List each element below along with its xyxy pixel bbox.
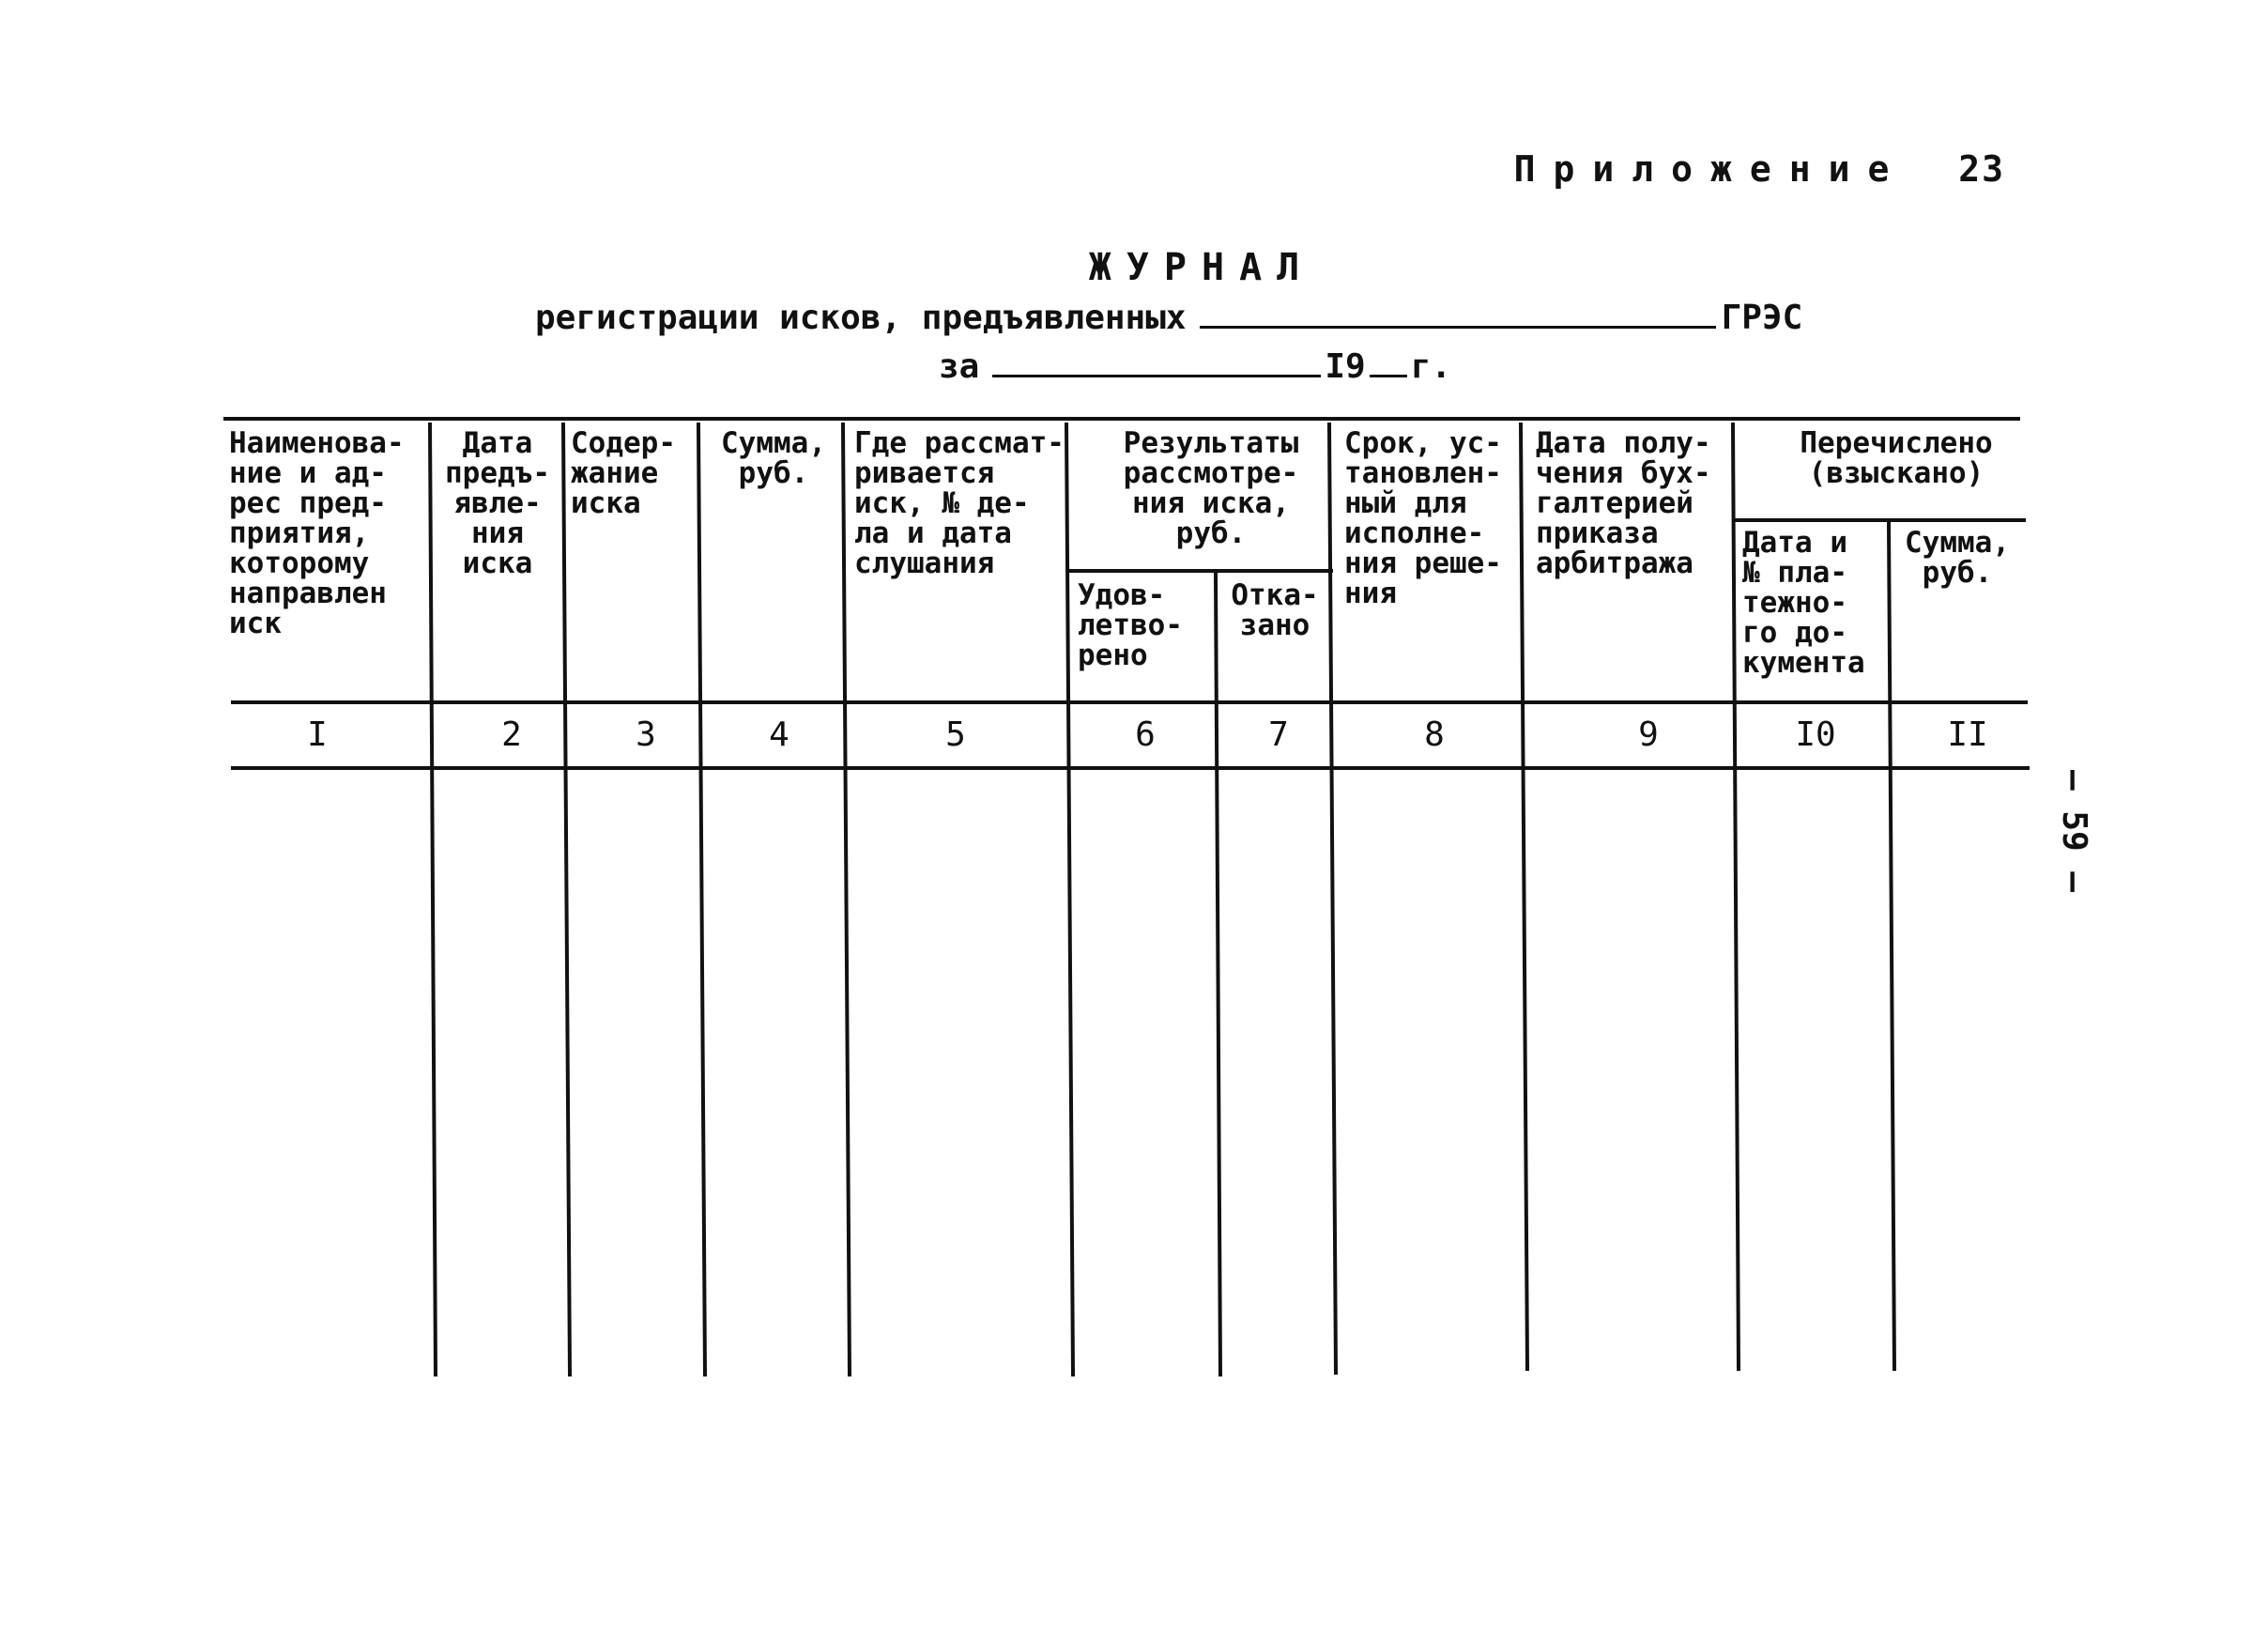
col-divider-6 — [1216, 575, 1220, 1375]
header-claim-date-line: явле- — [453, 486, 542, 520]
subtitle-suffix: ГРЭС — [1721, 299, 1803, 337]
header-results-group-line: Результаты — [1123, 426, 1299, 460]
header-results-group-line: руб. — [1175, 516, 1247, 550]
appendix-word: Приложение — [1513, 148, 1908, 190]
col-divider-3 — [698, 424, 705, 1375]
header-results-group-line: рассмотре- — [1123, 456, 1299, 490]
header-claim-content-line: Содер- — [571, 426, 676, 460]
header-claim-date-line: предъ- — [445, 456, 550, 490]
header-refused-line: зано — [1239, 608, 1310, 642]
header-name-address-line: которому — [229, 546, 370, 580]
header-transferred-group-line: (взыскано) — [1808, 456, 1984, 490]
col-divider-8 — [1521, 424, 1527, 1369]
header-name-address-line: приятия, — [229, 516, 370, 550]
header-satisfied-line: Удов- — [1078, 578, 1166, 612]
header-where-considered-line: Где рассмат- — [854, 426, 1065, 460]
header-where-considered-line: иск, № де- — [854, 486, 1030, 520]
col-divider-2 — [563, 424, 570, 1375]
column-number: I0 — [1795, 715, 1836, 754]
header-payment-document-line: кумента — [1742, 646, 1865, 680]
header-claim-date-line: Дата — [462, 426, 533, 460]
header-accounting-date-line: чения бух- — [1536, 456, 1711, 490]
header-execution-deadline-line: тановлен- — [1344, 456, 1502, 490]
header-transferred-amount-line: руб. — [1922, 556, 1993, 590]
header-accounting-date-line: галтерией — [1536, 486, 1693, 520]
header-name-address-line: рес пред- — [229, 486, 387, 520]
header-execution-deadline-line: ния — [1344, 577, 1397, 610]
header-name-address-line: направлен — [229, 577, 387, 610]
header-payment-document-line: тежно- — [1742, 586, 1847, 620]
header-transferred-group-line: Перечислено — [1800, 426, 1993, 460]
header-execution-deadline-line: Срок, ус- — [1344, 426, 1502, 460]
page-number: – 59 – — [2055, 770, 2093, 893]
header-accounting-date-line: приказа — [1536, 516, 1659, 550]
column-number: 8 — [1424, 715, 1445, 754]
header-claim-content-line: иска — [571, 486, 641, 520]
header-where-considered-line: слушания — [854, 546, 995, 580]
header-execution-deadline-line: ный для — [1344, 486, 1467, 520]
period-year: I9 — [1325, 347, 1366, 386]
period-suffix: г. — [1410, 347, 1452, 386]
header-name-address-line: Наименова- — [229, 426, 405, 460]
header-name-address-line: ние и ад- — [229, 456, 387, 490]
column-number: 4 — [769, 715, 789, 754]
col-divider-5 — [1066, 424, 1073, 1375]
header-claim-content-line: жание — [571, 456, 659, 490]
header-satisfied-line: рено — [1078, 638, 1148, 672]
header-accounting-date-line: Дата полу- — [1536, 426, 1711, 460]
header-execution-deadline-line: исполне- — [1344, 516, 1485, 550]
header-transferred-amount-line: Сумма, — [1905, 526, 2010, 560]
subtitle-text: регистрации исков, предъявленных — [535, 299, 1187, 337]
header-payment-document-line: Дата и — [1742, 526, 1847, 560]
col-divider-7 — [1329, 424, 1336, 1373]
header-amount-line: Сумма, — [721, 426, 826, 460]
header-claim-date-line: иска — [462, 546, 533, 580]
header-claim-date-line: ния — [471, 516, 524, 550]
period-prefix: за — [939, 347, 980, 386]
header-where-considered-line: ла и дата — [854, 516, 1012, 550]
column-number: 2 — [501, 715, 522, 754]
header-accounting-date-line: арбитража — [1536, 546, 1693, 580]
header-results-group-line: ния иска, — [1132, 486, 1290, 520]
header-name-address-line: иск — [229, 607, 282, 640]
header-payment-document-line: го до- — [1742, 616, 1847, 650]
appendix-number: 23 — [1958, 148, 2005, 190]
header-refused-line: Отка- — [1231, 578, 1319, 612]
col-divider-9 — [1733, 424, 1739, 1369]
column-number: 9 — [1638, 715, 1659, 754]
column-number: I — [307, 715, 328, 754]
column-number: 7 — [1268, 715, 1289, 754]
header-execution-deadline-line: ния реше- — [1344, 546, 1502, 580]
col-divider-4 — [843, 424, 850, 1375]
header-where-considered-line: ривается — [854, 456, 995, 490]
column-number: II — [1947, 715, 1988, 754]
col-divider-10 — [1889, 524, 1894, 1369]
column-number: 3 — [636, 715, 656, 754]
col-divider-1 — [430, 424, 436, 1375]
header-amount-line: руб. — [738, 456, 809, 490]
header-satisfied-line: летво- — [1078, 608, 1183, 642]
column-number: 5 — [945, 715, 966, 754]
column-number: 6 — [1135, 715, 1156, 754]
header-text — [229, 426, 2010, 680]
journal-title: ЖУРНАЛ — [1088, 246, 1315, 289]
header-payment-document-line: № пла- — [1742, 556, 1847, 590]
